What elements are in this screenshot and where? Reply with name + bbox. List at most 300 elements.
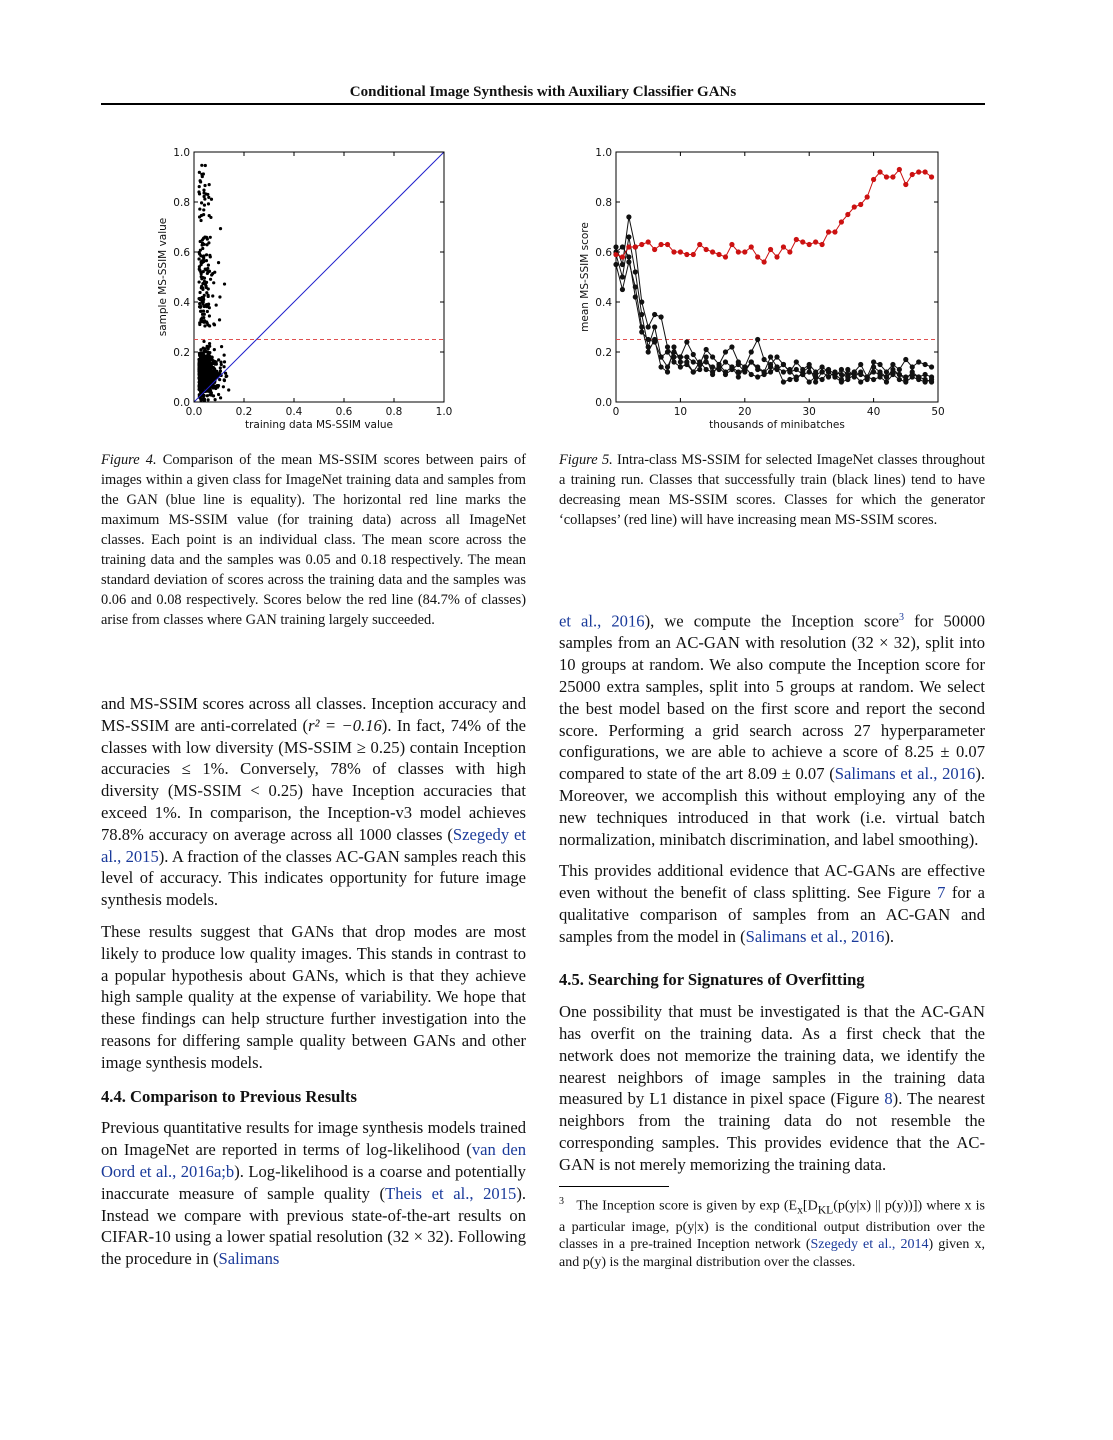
data-point [215, 363, 218, 366]
series-point [762, 357, 767, 362]
series-point [819, 242, 824, 247]
figure-ref-link[interactable]: 8 [884, 1089, 893, 1109]
series-point [884, 379, 889, 384]
series-point [768, 369, 773, 374]
series-point [877, 372, 882, 377]
series-point [646, 239, 651, 244]
series-point [626, 254, 631, 259]
data-point [208, 254, 211, 257]
data-point [197, 358, 200, 361]
figure-5-caption [559, 450, 985, 530]
y-tick-label: 0.0 [595, 397, 612, 409]
series-point [684, 354, 689, 359]
data-point [213, 323, 216, 326]
series-point [903, 374, 908, 379]
series-point [736, 369, 741, 374]
data-point [200, 201, 203, 204]
data-point [219, 227, 222, 230]
data-point [208, 324, 211, 327]
series-point [691, 352, 696, 357]
series-point [633, 244, 638, 249]
series-point [787, 249, 792, 254]
series-point [826, 374, 831, 379]
data-point [208, 359, 211, 362]
series-point [652, 312, 657, 317]
section-heading-4-4: 4.4. Comparison to Previous Results [101, 1086, 357, 1106]
citation-link[interactable]: Salimans et al., 2016 [745, 926, 885, 946]
data-point [205, 243, 208, 246]
text: x [797, 1203, 803, 1217]
series-point [826, 229, 831, 234]
series-point [845, 212, 850, 217]
series-point [749, 372, 754, 377]
figure-4-caption [101, 450, 526, 630]
x-tick-label: 40 [866, 406, 881, 418]
series-point [839, 372, 844, 377]
series-point [639, 312, 644, 317]
data-point [201, 313, 204, 316]
y-tick-label: 0.6 [173, 247, 190, 259]
citation-link[interactable]: Szegedy et al., 2014 [810, 1237, 929, 1253]
series-point [626, 259, 631, 264]
data-point [202, 256, 205, 259]
data-point [206, 382, 209, 385]
data-point [218, 318, 221, 321]
series-point [910, 364, 915, 369]
series-point [865, 194, 870, 199]
data-point [200, 173, 203, 176]
y-tick-label: 0.4 [595, 297, 612, 309]
series-point [755, 337, 760, 342]
series-point [781, 244, 786, 249]
series-point [916, 374, 921, 379]
series-point [884, 369, 889, 374]
text: ), we compute the Inception score [644, 611, 900, 631]
data-point [202, 298, 205, 301]
series-point [671, 249, 676, 254]
series-point [626, 214, 631, 219]
data-point [210, 355, 213, 358]
data-point [212, 359, 215, 362]
section-heading-4-5: 4.5. Searching for Signatures of Overfitting [559, 970, 865, 990]
left-column [101, 693, 526, 1280]
series-point [923, 379, 928, 384]
series-point [729, 364, 734, 369]
footnote [559, 1193, 985, 1272]
y-tick-label: 1.0 [595, 147, 612, 159]
data-point [199, 180, 202, 183]
series-point [871, 377, 876, 382]
data-point [207, 264, 210, 267]
series-point [626, 234, 631, 239]
data-point [206, 345, 209, 348]
series-point [678, 359, 683, 364]
series-point [678, 364, 683, 369]
series-point [710, 372, 715, 377]
series-point [704, 359, 709, 364]
data-point [224, 375, 227, 378]
series-point [852, 369, 857, 374]
series-point [923, 169, 928, 174]
citation-link[interactable]: Salimans et al., 2016 [834, 764, 976, 784]
figure-5-caption-label: Figure 5. [559, 452, 613, 468]
data-point [207, 369, 210, 372]
series-point [729, 344, 734, 349]
data-point [218, 378, 221, 381]
series-point [646, 344, 651, 349]
series-point [723, 254, 728, 259]
text: This provides additional evidence that AC-GANs are effective even without the benefit of class splitting. See Figure [559, 861, 985, 903]
paragraph [559, 1001, 985, 1175]
series-point [671, 344, 676, 349]
series-point [774, 367, 779, 372]
y-tick-label: 0.6 [595, 247, 612, 259]
figure-5-line-plot [572, 140, 962, 440]
data-point [223, 360, 226, 363]
series-point [613, 262, 618, 267]
citation-link[interactable]: et al., 2016 [559, 611, 645, 631]
series-point [813, 379, 818, 384]
series-line [616, 247, 932, 382]
series-point [658, 364, 663, 369]
series-point [671, 354, 676, 359]
data-point [198, 291, 201, 294]
text: and MS-SSIM scores across all classes. Inception accuracy and MS-SSIM are anti-correlated ( [101, 694, 526, 735]
series-point [723, 349, 728, 354]
series-point [710, 354, 715, 359]
series-point [903, 379, 908, 384]
data-point [206, 394, 209, 397]
data-point [207, 287, 210, 290]
data-point [223, 378, 226, 381]
data-point [218, 295, 221, 298]
data-point [219, 360, 222, 363]
series-point [845, 374, 850, 379]
data-point [207, 353, 210, 356]
series-point [716, 362, 721, 367]
data-point [217, 261, 220, 264]
series-point [819, 377, 824, 382]
text: [D [802, 1198, 818, 1214]
data-point [201, 288, 204, 291]
series-point [736, 249, 741, 254]
series-point [665, 344, 670, 349]
data-point [200, 164, 203, 167]
data-point [222, 385, 225, 388]
data-point [215, 385, 218, 388]
data-point [207, 304, 210, 307]
data-point [206, 193, 209, 196]
series-point [665, 369, 670, 374]
figure-4-caption-text: Comparison of the mean MS-SSIM scores between pairs of images within a given class for ImageNet training data and samples from the GAN (blue line is equality). The horizontal red line marks the maximum MS-SSIM value (for training data) across all ImageNet classes. Each point is an individual class. The mean score across the training data and the samples was 0.05 and 0.18 respectively. The mean standard deviation of scores across the training data and the samples was 0.06 and 0.08 respectively. Scores below the red line (84.7% of classes) arise from classes where GAN training largely succeeded. [101, 452, 527, 628]
data-point [198, 171, 201, 174]
figure-5 [572, 140, 962, 440]
x-tick-label: 50 [931, 406, 945, 418]
series-point [729, 242, 734, 247]
series-point [665, 242, 670, 247]
data-point [203, 319, 206, 322]
data-point [198, 207, 201, 210]
series-point [678, 249, 683, 254]
data-point [202, 356, 205, 359]
text: (p(y|x) || p(y))]) where x is a particular image, p(y|x) is the conditional output distribution over the classes in a pre-trained Inception network ( [559, 1198, 985, 1253]
data-point [201, 316, 204, 319]
series-point [710, 364, 715, 369]
data-point [213, 348, 216, 351]
series-point [916, 169, 921, 174]
text: ) given x, and p(y) is the marginal distribution over the classes. [559, 1237, 986, 1270]
series-point [787, 377, 792, 382]
x-tick-label: 0.4 [285, 406, 303, 418]
series-point [884, 374, 889, 379]
data-point [199, 352, 202, 355]
series-point [852, 204, 857, 209]
series-point [768, 364, 773, 369]
y-tick-label: 0.0 [173, 397, 190, 409]
data-point [209, 390, 212, 393]
series-point [671, 359, 676, 364]
series-point [929, 364, 934, 369]
y-tick-label: 0.8 [173, 197, 190, 209]
y-tick-label: 0.2 [173, 347, 190, 359]
series-point [781, 369, 786, 374]
data-point [210, 367, 213, 370]
series-point [633, 269, 638, 274]
paragraph [559, 860, 985, 947]
series-point [819, 364, 824, 369]
series-point [774, 254, 779, 259]
text: ). Instead we compare with previous state-of-the-art results on CIFAR-10 using a lower spatial resolution (32 × 32). Following the procedure in ( [101, 1183, 526, 1269]
series-point [903, 357, 908, 362]
series-point [749, 349, 754, 354]
series-point [768, 354, 773, 359]
series-point [871, 359, 876, 364]
series-line [616, 170, 932, 263]
figure-5-caption-text: Intra-class MS-SSIM for selected ImageNet classes throughout a training run. Classes that successfully train (black lines) tend to have decreasing mean MS-SSIM scores. Classes for which the generator ‘collapses’ (red line) will have increasing mean MS-SSIM scores. [559, 452, 985, 528]
series-point [704, 367, 709, 372]
series-point [749, 244, 754, 249]
series-point [755, 374, 760, 379]
series-point [832, 229, 837, 234]
series-point [755, 364, 760, 369]
data-point [203, 399, 206, 402]
data-point [204, 367, 207, 370]
series-point [678, 354, 683, 359]
x-tick-label: 30 [802, 406, 816, 418]
footnote-rule [559, 1186, 669, 1187]
series-point [794, 374, 799, 379]
data-point [202, 208, 205, 211]
series-point [658, 242, 663, 247]
series-point [620, 274, 625, 279]
data-point [198, 323, 201, 326]
data-point [211, 272, 214, 275]
data-point [208, 314, 211, 317]
x-tick-label: 20 [738, 406, 752, 418]
citation-link[interactable]: van den Oord et al., 2016a;b [101, 1140, 526, 1181]
y-tick-label: 0.2 [595, 347, 612, 359]
series-point [736, 374, 741, 379]
series-point [858, 202, 863, 207]
text: ). Moreover, we accomplish this without employing any of the new techniques introduced in that work (i.e. virtual batch normalization, minibatch discrimination, and label smoothing). [559, 764, 985, 849]
citation-link[interactable]: Szegedy et al., 2015 [101, 824, 526, 866]
series-point [923, 372, 928, 377]
data-point [203, 280, 206, 283]
data-point [202, 376, 205, 379]
series-point [652, 324, 657, 329]
series-point [845, 367, 850, 372]
data-point [207, 196, 210, 199]
series-point [665, 364, 670, 369]
figure-ref-link[interactable]: 7 [937, 883, 946, 903]
series-point [626, 244, 631, 249]
series-point [832, 374, 837, 379]
series-line [616, 262, 932, 382]
data-point [200, 381, 203, 384]
text: for 50000 samples from an AC-GAN with resolution (32 × 32), split into 10 groups at random. We also compute the Inception score for 25000 extra samples, split into 5 groups at random. We select the best model based on the first score and report the second score. Performing a grid search across 27 hyperparameter configurations, we are able to achieve a score of 8.25 ± 0.07 compared to state of the art 8.09 ± 0.07 ( [559, 611, 985, 784]
series-point [620, 262, 625, 267]
series-point [897, 372, 902, 377]
x-tick-label: 10 [673, 406, 688, 418]
data-point [209, 278, 212, 281]
series-point [781, 362, 786, 367]
series-point [877, 169, 882, 174]
series-point [723, 359, 728, 364]
data-point [227, 388, 230, 391]
data-point [222, 365, 225, 368]
data-point [209, 376, 212, 379]
text: KL [817, 1203, 834, 1217]
series-point [639, 299, 644, 304]
data-point [202, 340, 205, 343]
series-point [716, 367, 721, 372]
data-point [202, 195, 205, 198]
series-point [646, 324, 651, 329]
data-point [217, 393, 220, 396]
series-point [832, 369, 837, 374]
data-point [198, 192, 201, 195]
data-point [203, 305, 206, 308]
data-point [206, 294, 209, 297]
series-point [691, 359, 696, 364]
series-point [742, 249, 747, 254]
data-point [200, 214, 203, 217]
data-point [209, 236, 212, 239]
footnote-marker[interactable]: 3 [899, 612, 905, 623]
text: for a qualitative comparison of samples from an AC-GAN and samples from the model in ( [559, 883, 985, 946]
text: ). In fact, 74% of the classes with low diversity (MS-SSIM ≥ 0.25) contain Inception accuracies ≤ 1%. Conversely, 78% of classes with high diversity (MS-SSIM < 0.25) have Inception accuracies that exceed 1%. In comparison, the Inception-v3 model achieves 78.8% accuracy on average across all 1000 classes ( [101, 715, 526, 844]
data-point [207, 398, 210, 401]
text: ). Log-likelihood is a coarse and potentially inaccurate measure of sample quality ( [101, 1161, 526, 1203]
text: ). [884, 926, 895, 946]
series-point [762, 369, 767, 374]
series-line [616, 217, 932, 377]
data-point [219, 396, 222, 399]
series-point [691, 369, 696, 374]
data-point [197, 257, 200, 260]
series-point [826, 369, 831, 374]
series-point [839, 219, 844, 224]
data-point [208, 183, 211, 186]
series-point [839, 367, 844, 372]
equality-line [194, 152, 444, 402]
data-point [198, 366, 201, 369]
series-point [807, 379, 812, 384]
text: ). A fraction of the classes AC-GAN samples reach this level of accuracy. This indicates opportunity for future image synthesis models. [101, 846, 526, 910]
data-point [202, 188, 205, 191]
paragraph [101, 1117, 526, 1270]
data-point [200, 387, 203, 390]
data-point [198, 302, 201, 305]
series-point [916, 359, 921, 364]
data-point [204, 268, 207, 271]
series-point [710, 249, 715, 254]
series-point [884, 174, 889, 179]
series-point [813, 239, 818, 244]
citation-link[interactable]: Salimans [218, 1249, 280, 1269]
series-point [807, 242, 812, 247]
data-point [203, 324, 206, 327]
right-column [559, 607, 985, 1271]
citation-link[interactable]: Theis et al., 2015 [385, 1183, 517, 1203]
y-tick-label: 0.4 [173, 297, 190, 309]
data-point [223, 282, 226, 285]
data-point [199, 249, 202, 252]
series-point [658, 354, 663, 359]
x-axis-label: training data MS-SSIM value [244, 419, 394, 431]
data-point [208, 214, 211, 217]
series-point [652, 247, 657, 252]
x-tick-label: 0.2 [235, 406, 253, 418]
series-point [697, 242, 702, 247]
text: One possibility that must be investigated is that the AC-GAN has overfit on the training data. As a first check that the network does not memorize the training data, we identify the nearest neighbors of image samples in the training data measured by L1 distance in pixel space (Figure [559, 1002, 985, 1109]
data-point [203, 184, 206, 187]
y-tick-label: 1.0 [173, 147, 190, 159]
series-point [613, 252, 618, 257]
series-point [742, 367, 747, 372]
series-point [781, 379, 786, 384]
series-point [839, 379, 844, 384]
series-point [807, 369, 812, 374]
data-point [202, 243, 205, 246]
series-point [897, 367, 902, 372]
series-point [697, 362, 702, 367]
data-point [202, 191, 205, 194]
x-tick-label: 0.6 [335, 406, 353, 418]
data-point [223, 354, 226, 357]
series-point [807, 362, 812, 367]
data-point [200, 263, 203, 266]
y-axis-label: sample MS-SSIM value [157, 217, 169, 337]
series-point [910, 172, 915, 177]
text: ). The nearest neighbors from the training data do not resemble the corresponding samples. This provides evidence that the AC-GAN is not merely memorizing the training data. [559, 1089, 985, 1174]
header-rule [101, 103, 985, 105]
data-point [204, 283, 207, 286]
series-point [858, 372, 863, 377]
series-point [704, 247, 709, 252]
data-point [199, 270, 202, 273]
x-tick-label: 0.0 [185, 406, 203, 418]
series-point [787, 369, 792, 374]
series-point [800, 372, 805, 377]
series-point [800, 239, 805, 244]
data-point [212, 281, 215, 284]
series-point [890, 174, 895, 179]
series-point [736, 359, 741, 364]
series-point [704, 347, 709, 352]
series-point [858, 362, 863, 367]
x-tick-label: 1.0 [435, 406, 453, 418]
